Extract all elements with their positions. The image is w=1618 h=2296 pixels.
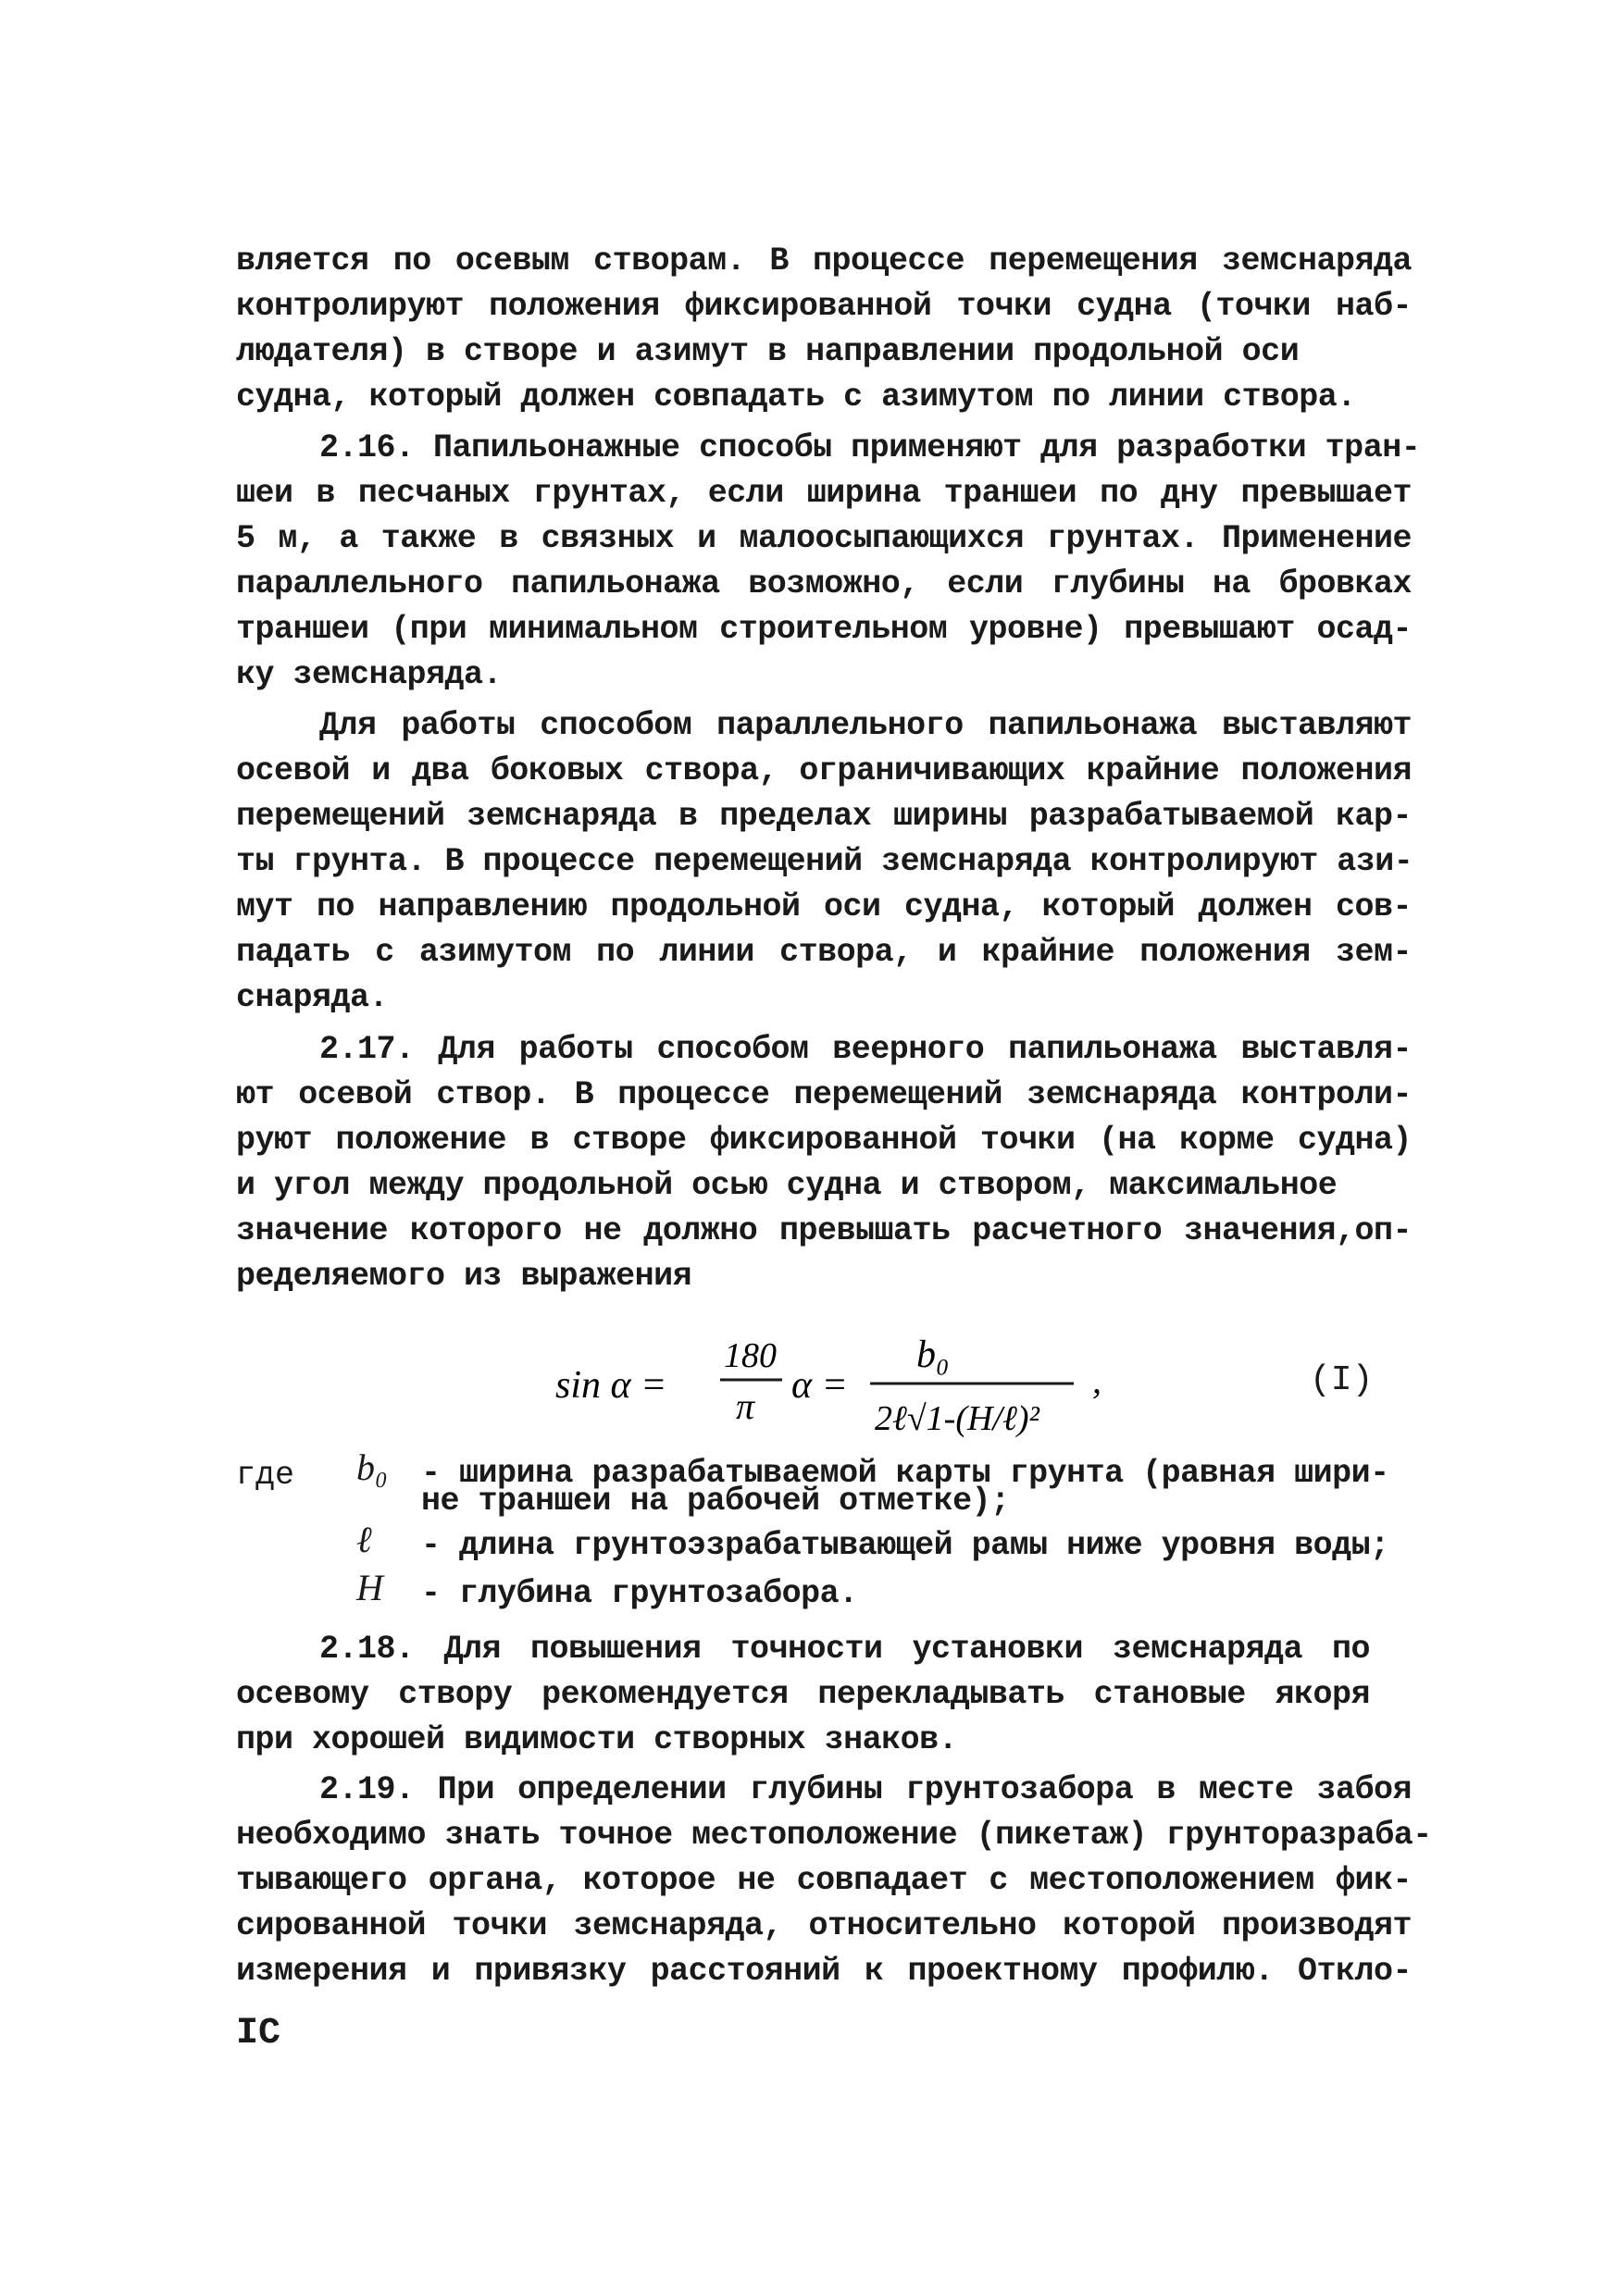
- page-number: IC: [236, 2013, 281, 2054]
- text-line: значение которого не должно превышать расчетного значения,оп-: [236, 1212, 1412, 1249]
- symbol-b0: b₀: [356, 1446, 388, 1488]
- text-line: траншеи (при минимальном строительном уровне) превышают осад-: [236, 611, 1412, 648]
- formula: [555, 1319, 1388, 1448]
- text-line: и угол между продольной осью судна и створом, максимальное: [236, 1167, 1338, 1204]
- text-line: 2.19. При определении глубины грунтозабора в месте забоя: [319, 1771, 1412, 1808]
- text-line: руют положение в створе фиксированной точки (на корме судна): [236, 1122, 1412, 1159]
- formula-frac2-den: 2ℓ√1-(H/ℓ)²: [875, 1399, 1039, 1438]
- text-line: ты грунта. В процессе перемещений земснаряда контролируют ази-: [236, 843, 1413, 880]
- text-line: 5 м, а также в связных и малоосыпающихся грунтах. Применение: [236, 520, 1412, 557]
- text-line: тывающего органа, которое не совпадает с местоположением фик-: [236, 1862, 1412, 1899]
- formula-lhs: sin α =: [555, 1364, 667, 1407]
- text-line: при хорошей видимости створных знаков.: [236, 1721, 958, 1758]
- text-line: 2.17. Для работы способом веерного папильонажа выставля-: [319, 1031, 1412, 1068]
- where-label: где: [236, 1457, 295, 1494]
- text-line: ют осевой створ. В процессе перемещений земснаряда контроли-: [236, 1076, 1412, 1113]
- text-line: необходимо знать точное местоположение (пикетаж) грунторазраба-: [236, 1817, 1432, 1854]
- definition-line: не траншеи на рабочей отметке);: [421, 1483, 1010, 1520]
- equation-number: (I): [1310, 1360, 1374, 1400]
- text-line: падать с азимутом по линии створа, и крайние положения зем-: [236, 934, 1412, 971]
- definition-line: - длина грунтоэзрабатывающей рамы ниже уровня воды;: [421, 1527, 1389, 1564]
- text-line: ределяемого из выражения: [236, 1258, 692, 1295]
- text-line: осевому створу рекомендуется перекладывать становые якоря: [236, 1676, 1370, 1713]
- text-line: снаряда.: [236, 979, 389, 1016]
- text-line: перемещений земснаряда в пределах ширины разрабатываемой кар-: [236, 798, 1412, 835]
- text-line: измерения и привязку расстояний к проектному профилю. Откло-: [236, 1953, 1412, 1990]
- text-line: судна, который должен совпадать с азимутом по линии створа.: [236, 379, 1356, 416]
- formula-frac2-num: b₀: [916, 1334, 950, 1376]
- text-line: 2.18. Для повышения точности установки земснаряда по: [319, 1631, 1370, 1668]
- text-line: мут по направлению продольной оси судна, который должен сов-: [236, 888, 1412, 925]
- text-line: людателя) в створе и азимут в направлении продольной оси: [236, 333, 1300, 370]
- text-line: шеи в песчаных грунтах, если ширина траншеи по дну превышает: [236, 475, 1412, 512]
- definition-line: - ширина разрабатываемой карты грунта (равная шири-: [421, 1455, 1389, 1492]
- formula-comma: ,: [1092, 1359, 1101, 1401]
- text-line: 2.16. Папильонажные способы применяют для разработки тран-: [319, 429, 1421, 466]
- text-line: осевой и два боковых створа, ограничивающих крайние положения: [236, 752, 1412, 789]
- formula-frac1-den: π: [736, 1385, 755, 1427]
- text-line: сированной точки земснаряда, относительно которой производят: [236, 1907, 1412, 1944]
- definition-line: - глубина грунтозабора.: [421, 1575, 858, 1612]
- symbol-l: ℓ: [356, 1519, 372, 1560]
- text-line: параллельного папильонажа возможно, если глубины на бровках: [236, 565, 1412, 602]
- text-line: ку земснаряда.: [236, 656, 503, 693]
- formula-alpha: α =: [791, 1364, 848, 1407]
- symbol-h: H: [356, 1567, 383, 1608]
- text-line: Для работы способом параллельного папильонажа выставляют: [319, 707, 1412, 744]
- text-line: контролируют положения фиксированной точки судна (точки наб-: [236, 288, 1412, 325]
- text-line: вляется по осевым створам. В процессе перемещения земснаряда: [236, 242, 1412, 279]
- formula-frac1-num: 180: [724, 1336, 777, 1375]
